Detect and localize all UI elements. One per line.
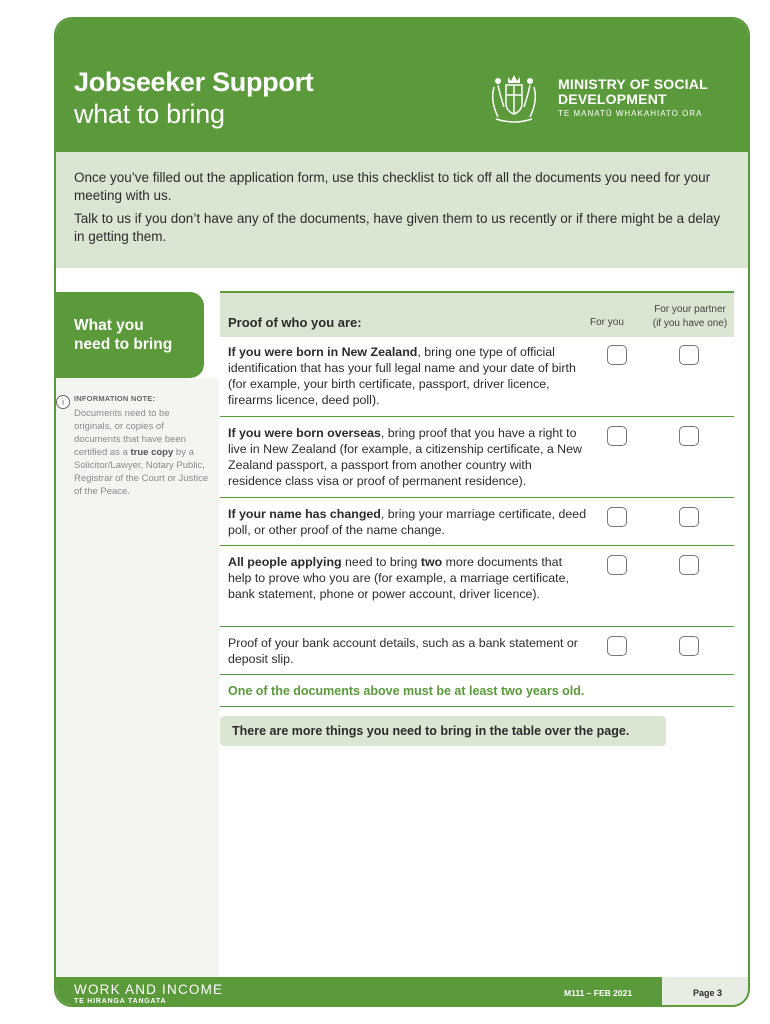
table-header [220,291,734,337]
checkbox-for-you[interactable] [607,345,627,365]
row-text: If you were born overseas, bring proof that you have a right to live in New Zealand (for example, a citizenship certificate, a New Zealand passport, a passport from another country with residence class visa or proof of permanent residence). [228,426,582,488]
table-heading: Proof of who you are: [228,315,362,330]
page-number-box [662,977,750,1007]
row-text: If your name has changed, bring your marriage certificate, deed poll, or other proof of the name change. [228,507,587,537]
row-text: All people applying need to bring two more documents that help to prove who you are (for example, a marriage certificate, bank statement, phone or power account, driver licence). [228,555,569,601]
header-banner [56,19,748,152]
more-info-callout: There are more things you need to bring in the table over the page. [220,716,666,746]
footer-bar [56,977,748,1007]
table-row [220,337,734,417]
page-number: Page 3 [693,988,723,998]
ministry-name: MINISTRY OF SOCIAL DEVELOPMENT [558,76,708,107]
row-text: Proof of your bank account details, such as a bank statement or deposit slip. [228,636,578,666]
section-tab-label: What you need to bring [74,317,173,353]
checkbox-for-you[interactable] [607,426,627,446]
column-header-you: For you [590,317,624,328]
coat-of-arms-icon [484,67,544,127]
row-text: If you were born in New Zealand, bring one type of official identification that has your full legal name and your date of birth (for example, your birth certificate, passport, driver licence, firearms licence, deed poll). [228,345,576,407]
checkbox-for-you[interactable] [607,507,627,527]
intro-paragraph: Talk to us if you don’t have any of the documents, have given them to us recently or if there might be a delay in getting them. [74,211,721,244]
info-note-heading: INFORMATION NOTE: [74,394,156,403]
table-footnote: One of the documents above must be at least two years old. [220,675,734,707]
footer-brand: WORK AND INCOME [74,982,224,997]
intro-panel [56,152,748,268]
column-header-partner: For your partner (if you have one) [652,304,728,329]
checkbox-for-partner[interactable] [679,555,699,575]
checkbox-for-partner[interactable] [679,636,699,656]
checkbox-for-partner[interactable] [679,507,699,527]
table-row [220,417,734,498]
form-code: M111 – FEB 2021 [564,988,633,998]
checkbox-for-you[interactable] [607,636,627,656]
info-icon: i [56,395,70,409]
checkbox-for-partner[interactable] [679,426,699,446]
table-row [220,498,734,546]
table-row [220,546,734,627]
checklist-table [220,291,734,707]
info-note-text: Documents need to be originals, or copies of documents that have been certified as a true copy by a Solicitor/Lawyer, Notary Public, Registrar of the Court or Justice of the Peace. [74,408,209,497]
page-title: Jobseeker Support [74,67,314,97]
page-subtitle: what to bring [74,99,225,129]
checkbox-for-you[interactable] [607,555,627,575]
section-tab [56,292,204,378]
table-row [220,627,734,675]
page-frame [54,17,750,1007]
ministry-maori-name: TE MANATŪ WHAKAHIATO ORA [558,109,703,118]
intro-paragraph: Once you’ve filled out the application form, use this checklist to tick off all the documents you need for your meeting with us. [74,170,711,203]
checkbox-for-partner[interactable] [679,345,699,365]
footer-brand-sub: TE HIRANGA TANGATA [74,998,167,1005]
